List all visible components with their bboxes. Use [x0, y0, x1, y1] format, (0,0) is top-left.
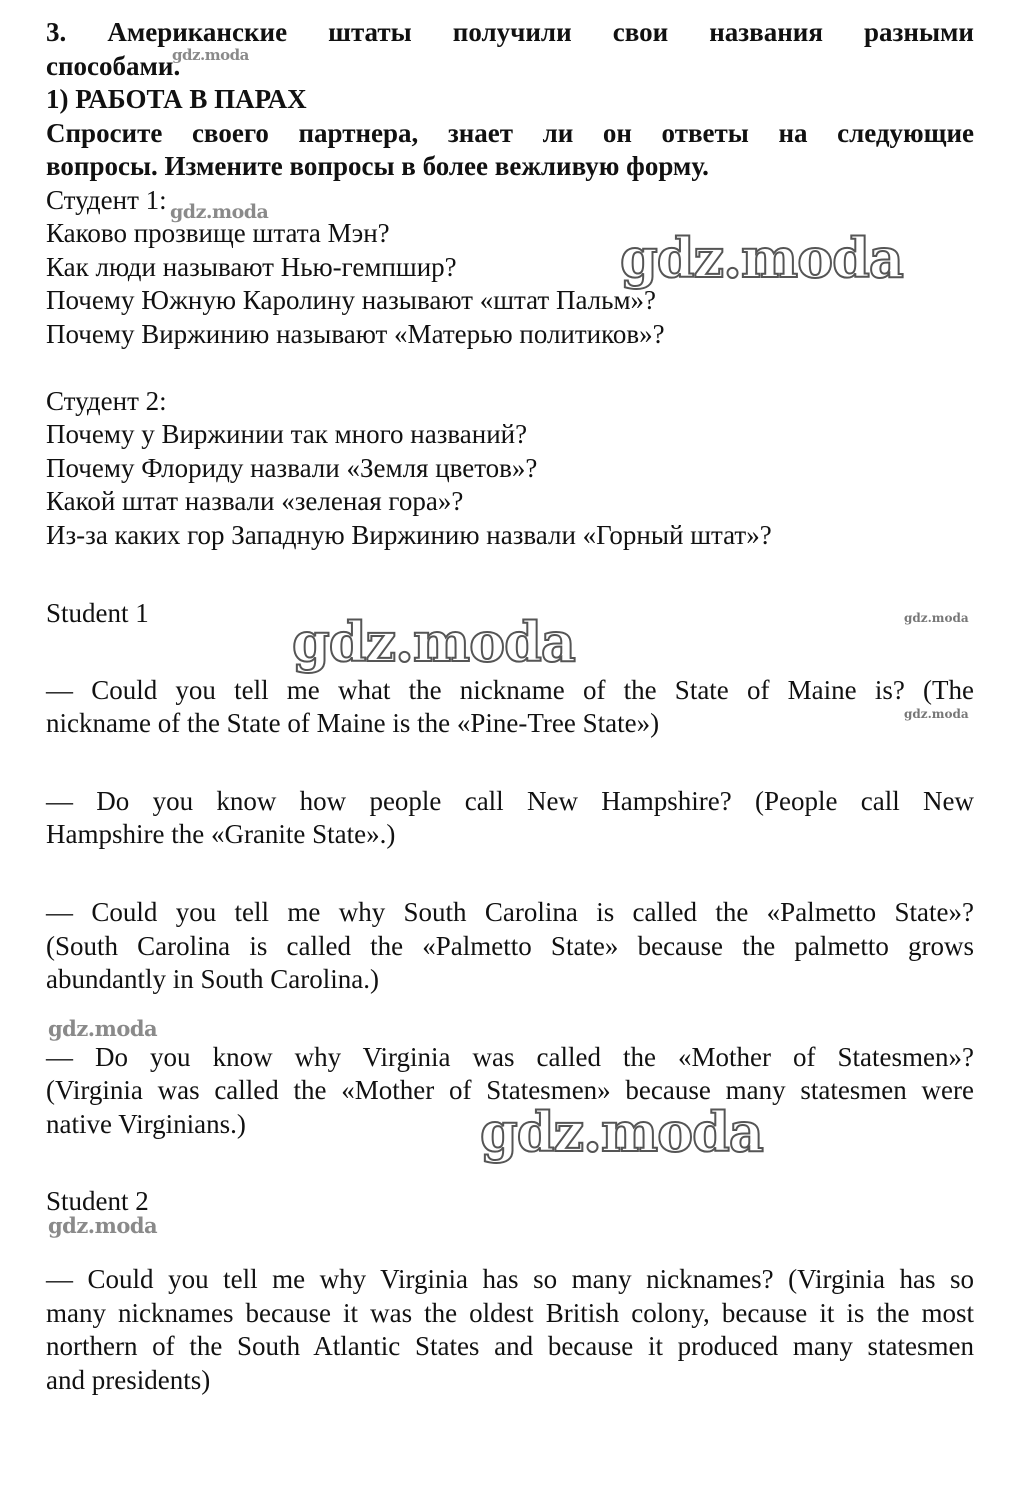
watermark: gdz.moda: [48, 1213, 158, 1238]
ru-student1-label: Студент 1:: [46, 185, 167, 215]
en-dialogue-line: northern of the South Atlantic States and because it produced many statesmen: [46, 1331, 974, 1361]
en-student2-label: Student 2: [46, 1186, 149, 1216]
watermark: gdz.moda: [48, 1016, 158, 1041]
en-dialogue-line: native Virginians.): [46, 1109, 246, 1139]
instruction-line-2: вопросы. Измените вопросы в более вежливую форму.: [46, 151, 709, 181]
task-title-line-2: способами.: [46, 51, 181, 81]
ru-student1-question: Почему Виржинию называют «Матерью политиков»?: [46, 319, 665, 349]
en-dialogue-line: many nicknames because it was the oldest British colony, because it is the most: [46, 1298, 974, 1328]
section-heading: 1) РАБОТА В ПАРАХ: [46, 84, 307, 114]
en-dialogue-line: and presidents): [46, 1365, 211, 1395]
ru-student2-question: Почему у Виржинии так много названий?: [46, 419, 528, 449]
watermark: gdz.moda: [170, 201, 269, 223]
ru-student2-label: Студент 2:: [46, 386, 167, 416]
ru-student2-question: Какой штат назвали «зеленая гора»?: [46, 486, 464, 516]
watermark: gdz.moda: [292, 610, 575, 674]
en-dialogue-line: — Could you tell me why Virginia has so many nicknames? (Virginia has so: [46, 1264, 974, 1294]
watermark: gdz.moda: [620, 226, 903, 290]
watermark: gdz.moda: [480, 1100, 763, 1164]
en-student1-label: Student 1: [46, 598, 149, 628]
ru-student1-question: Как люди называют Нью-гемпшир?: [46, 252, 457, 282]
en-dialogue-line: (Virginia was called the «Mother of Statesmen» because many statesmen were: [46, 1075, 974, 1105]
ru-student2-question: Из-за каких гор Западную Виржинию назвали «Горный штат»?: [46, 520, 772, 550]
en-dialogue-line: (South Carolina is called the «Palmetto State» because the palmetto grows: [46, 931, 974, 961]
watermark: gdz.moda: [172, 46, 249, 64]
en-dialogue-line: — Do you know how people call New Hampshire? (People call New: [46, 786, 974, 816]
en-dialogue-line: — Do you know why Virginia was called the «Mother of Statesmen»?: [46, 1042, 974, 1072]
instruction-line-1: Спросите своего партнера, знает ли он ответы на следующие: [46, 118, 974, 148]
watermark: gdz.moda: [904, 707, 969, 721]
watermark: gdz.moda: [904, 611, 969, 625]
ru-student1-question: Каково прозвище штата Мэн?: [46, 218, 390, 248]
en-dialogue-line: abundantly in South Carolina.): [46, 964, 379, 994]
ru-student2-question: Почему Флориду назвали «Земля цветов»?: [46, 453, 538, 483]
task-title-line-1: 3. Американские штаты получили свои названия разными: [46, 17, 974, 47]
en-dialogue-line: nickname of the State of Maine is the «Pine-Tree State»): [46, 708, 660, 738]
ru-student1-question: Почему Южную Каролину называют «штат Пальм»?: [46, 285, 657, 315]
en-dialogue-line: — Could you tell me what the nickname of the State of Maine is? (The: [46, 675, 974, 705]
en-dialogue-line: — Could you tell me why South Carolina is called the «Palmetto State»?: [46, 897, 974, 927]
en-dialogue-line: Hampshire the «Granite State».): [46, 819, 396, 849]
